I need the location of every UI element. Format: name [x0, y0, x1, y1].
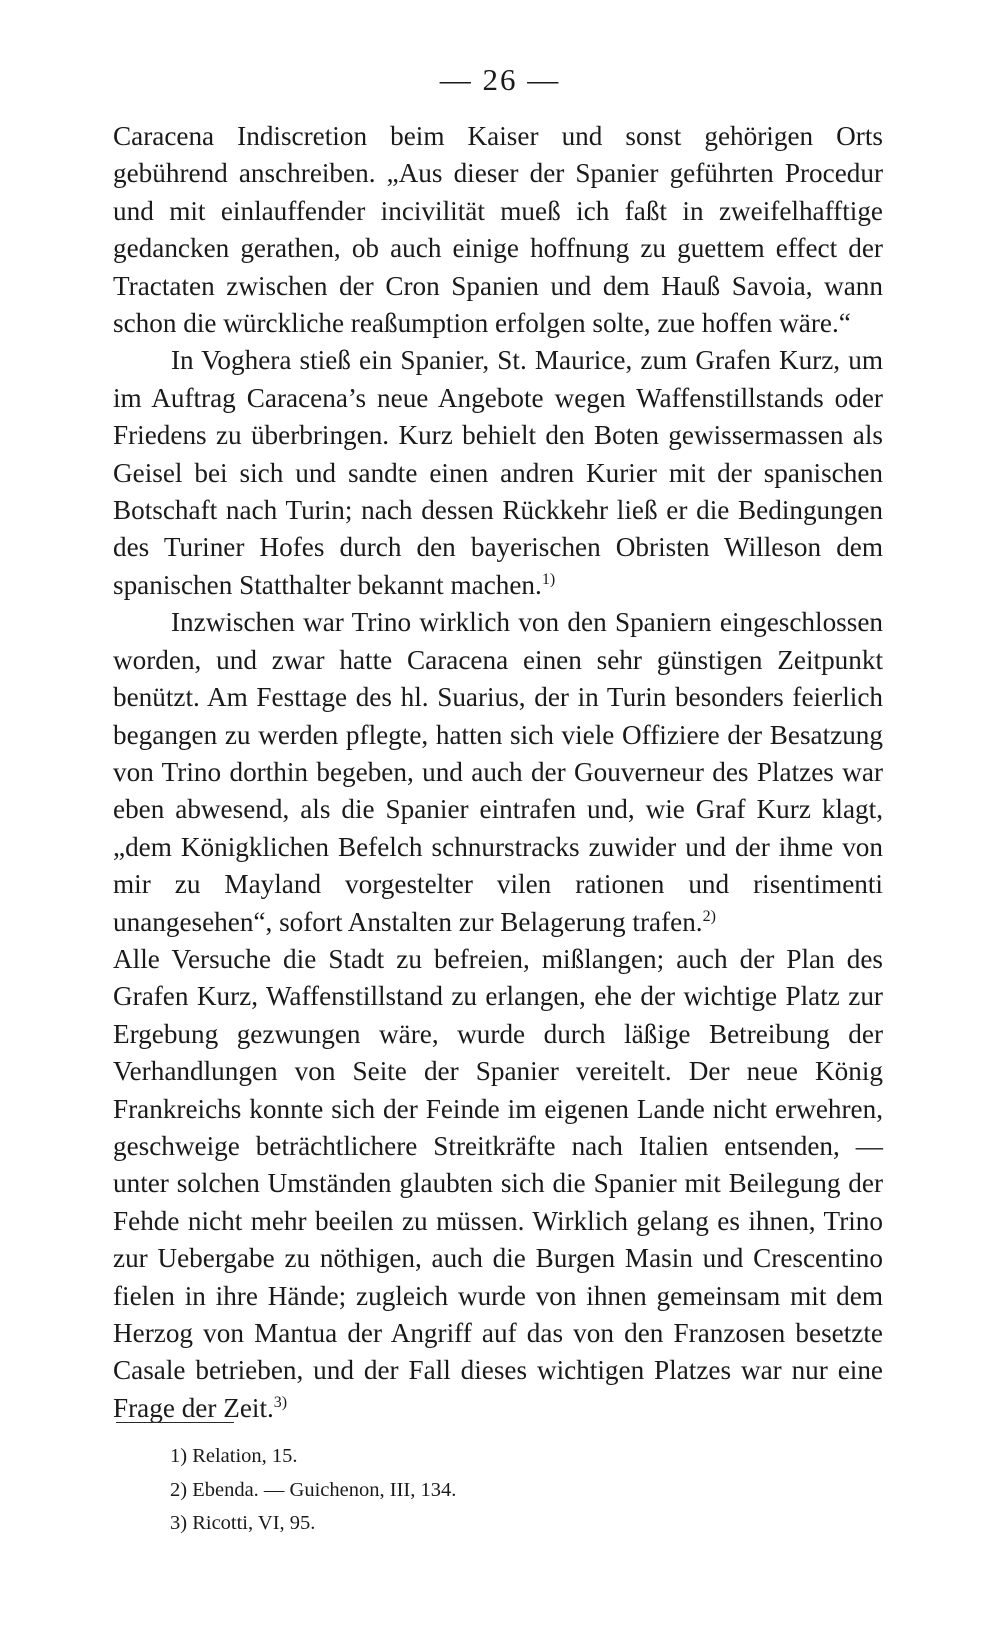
paragraph-2: [113, 342, 883, 604]
page-number: — 26 —: [439, 62, 561, 97]
footnote-marker-3: 3): [273, 1393, 288, 1411]
footnote-marker-2: 2): [702, 907, 716, 925]
paragraph-4-text: Alle Versuche die Stadt zu befreien, mißlangen; auch der Plan des Grafen Kurz, Waffenstillstand zu erlangen, ehe der wichtige Platz zur Ergebung gezwungen wäre, wurde durch läßige Betreibung der Verhandlungen von Seite der Spanier vereitelt. Der neue König Frankreichs konnte sich der Feinde im eigenen Lande nicht erwehren, geschweige beträchtlichere Streitkräfte nach Italien entsenden, — unter solchen Umständen glaubten sich die Spanier mit Beilegung der Fehde nicht mehr beeilen zu müssen. Wirklich gelang es ihnen, Trino zur Uebergabe zu nöthigen, auch die Burgen Masin und Crescentino fielen in ihre Hände; zugleich wurde von ihnen gemeinsam mit dem Herzog von Mantua der Angriff auf das von den Franzosen besetzte Casale betrieben, und der Fall dieses wichtigen Platzes war nur eine Frage der Zeit.: [113, 943, 883, 1423]
footnote-2: 2) Ebenda. — Guichenon, III, 134.: [170, 1478, 457, 1501]
paragraph-3-text: Inzwischen war Trino wirklich von den Spaniern eingeschlossen worden, und zwar hatte Caracena einen sehr günstigen Zeitpunkt benützt. Am Festtage des hl. Suarius, der in Turin besonders feierlich begangen zu werden pflegte, hatten sich viele Offiziere der Besatzung von Trino dorthin begeben, und auch der Gouverneur des Platzes war eben abwesend, als die Spanier eintrafen und, wie Graf Kurz klagt, „dem Königklichen Befelch schnurstracks zuwider und der ihme von mir zu Mayland vorgestelter vilen rationen und risentimenti unangesehen“, sofort Anstalten zur Belagerung trafen.: [113, 607, 883, 937]
footnote-3: 3) Ricotti, VI, 95.: [170, 1512, 316, 1534]
footnote-1: 1) Relation, 15.: [170, 1445, 298, 1467]
paragraph-2-text: In Voghera stieß ein Spanier, St. Maurice, zum Grafen Kurz, um im Auftrag Caracena’s neue Angebote wegen Waffenstillstands oder Friedens zu überbringen. Kurz behielt den Boten gewissermassen als Geisel bei sich und sandte einen andren Kurier mit der spanischen Botschaft nach Turin; nach dessen Rückkehr ließ er die Bedingungen des Turiner Hofes durch den bayerischen Obristen Willeson dem spanischen Statthalter bekannt machen.: [113, 345, 883, 600]
paragraph-1: Caracena Indiscretion beim Kaiser und sonst gehörigen Orts gebührend anschreiben. „Aus dieser der Spanier geführten Procedur und mit einlauffender incivilität mueß ich faßt in zweifelhafftige gedancken gerathen, ob auch einige hoffnung zu guettem effect der Tractaten zwischen der Cron Spanien und dem Hauß Savoia, wann schon die würckliche reaßumption erfolgen solte, zue hoffen wäre.“: [113, 121, 883, 339]
paragraph-3: [113, 604, 883, 941]
footnote-divider: [116, 1422, 234, 1423]
footnote-marker-1: 1): [541, 570, 556, 588]
footnotes: [170, 1440, 870, 1541]
paragraph-4: [113, 941, 883, 1427]
body-text: [113, 118, 883, 1427]
